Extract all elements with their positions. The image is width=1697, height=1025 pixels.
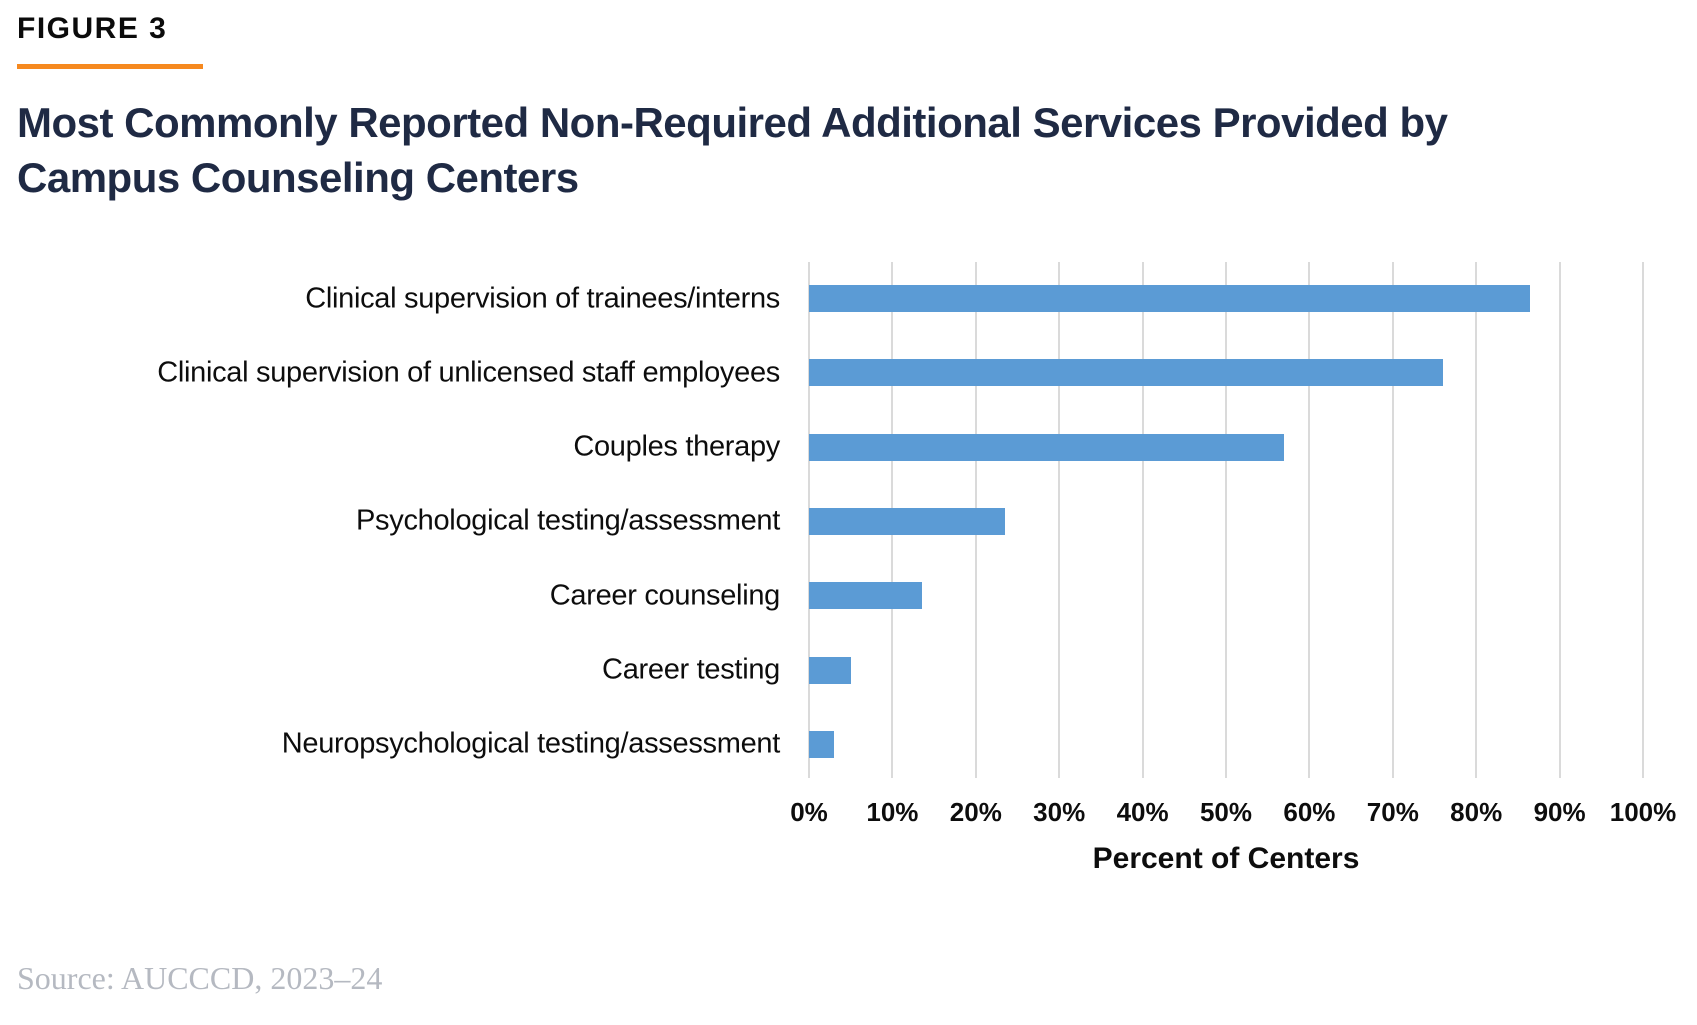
category-labels [0, 262, 780, 778]
category-label: Clinical supervision of trainees/interns [305, 282, 780, 314]
gridline [1058, 262, 1060, 778]
bar [809, 731, 834, 758]
gridline [1392, 262, 1394, 778]
chart-title: Most Commonly Reported Non-Required Additional Services Provided by Campus Counseling Centers [17, 99, 1448, 201]
gridline [1475, 262, 1477, 778]
category-label: Career testing [602, 653, 780, 686]
x-tick-label: 20% [949, 797, 1002, 827]
x-tick-label: 60% [1283, 797, 1336, 827]
bar [809, 657, 851, 684]
plot-area [809, 262, 1643, 778]
category-label: Couples therapy [573, 430, 780, 463]
x-axis-tick-labels [790, 797, 1677, 833]
gridline [1559, 262, 1561, 778]
x-tick-label: 0% [790, 797, 828, 827]
category-label: Neuropsychological testing/assessment [281, 727, 780, 760]
x-tick-label: 100% [1609, 797, 1677, 827]
figure-label-underline [17, 64, 203, 69]
category-label: Clinical supervision of unlicensed staff employees [157, 356, 780, 389]
gridline [1308, 262, 1310, 778]
bar [809, 582, 922, 609]
gridline [1642, 262, 1644, 778]
category-label: Career counseling [549, 579, 780, 612]
x-tick-label: 50% [1199, 797, 1253, 827]
bar [809, 434, 1284, 461]
x-axis-title: Percent of Centers [1092, 842, 1360, 875]
bar [809, 285, 1530, 312]
gridline [1142, 262, 1144, 778]
x-tick-label: 70% [1366, 797, 1419, 827]
gridline [1225, 262, 1227, 778]
figure-label: FIGURE 3 [17, 12, 168, 45]
category-label: Psychological testing/assessment [356, 504, 780, 537]
x-tick-label: 40% [1116, 797, 1169, 827]
x-tick-label: 80% [1450, 797, 1503, 827]
bar [809, 359, 1443, 386]
source-note: Source: AUCCCD, 2023–24 [17, 960, 383, 996]
x-tick-label: 90% [1533, 797, 1586, 827]
x-tick-label: 30% [1033, 797, 1086, 827]
x-tick-label: 10% [866, 797, 919, 827]
bar [809, 508, 1005, 535]
